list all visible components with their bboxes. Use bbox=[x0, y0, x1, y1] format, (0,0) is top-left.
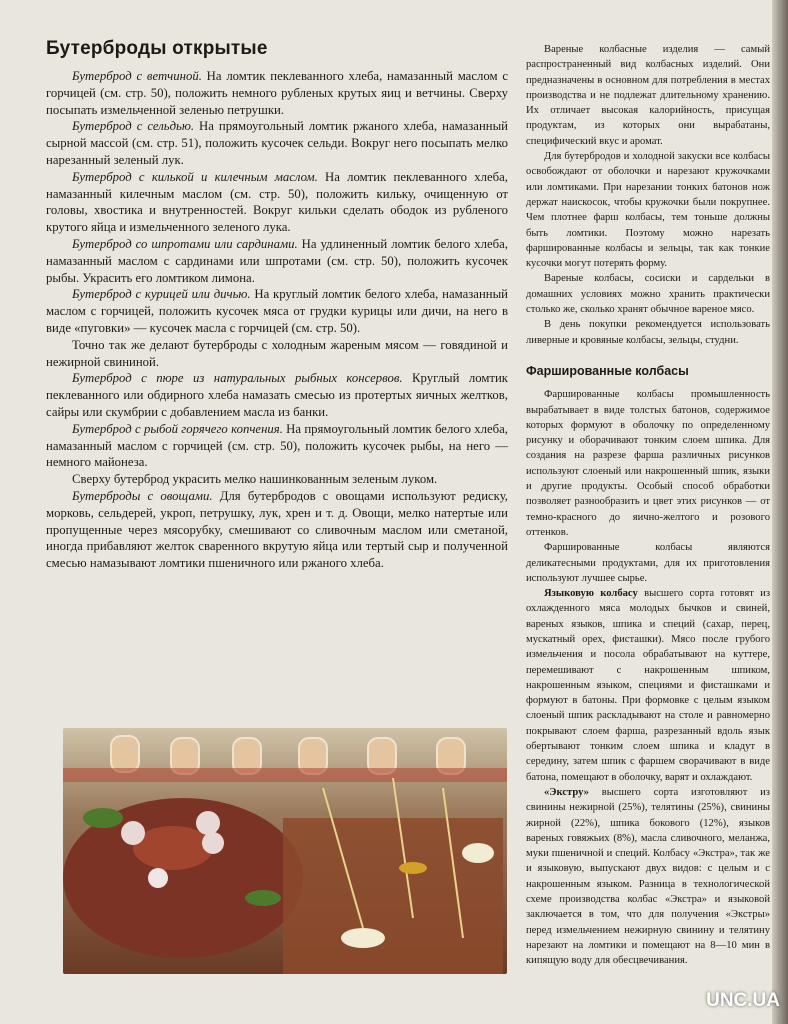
food-illustration bbox=[63, 728, 507, 974]
body-paragraph: Вареные колбасные изделия — самый распространенный вид колбасных изделий. Они предназначены в основном для потребления в местах производства и не подлежат длительному хранению. Их отличает высокая калорийность, присущая продуктам, из которых они вырабатаны, специфический вкус и аромат. bbox=[526, 44, 770, 147]
page-title: Бутерброды открытые bbox=[46, 38, 268, 59]
left-column bbox=[46, 38, 508, 572]
body-paragraph: Фаршированные колбасы являются деликатесными продуктами, для их приготовления используют лучшее сырье. bbox=[526, 542, 770, 584]
recipe-heading: Бутерброд с рыбой горячего копчения. bbox=[72, 421, 283, 436]
recipe-text: На ломтик пеклеванного хлеба, намазанный килечным маслом (см. стр. 50), положить кильку, очищенную от головы, хвостика и внутренностей. Вокруг кильки сделать ободок из рубленого крутого яйца и измельченного зеленого лука. bbox=[46, 169, 508, 235]
page-edge-shadow bbox=[772, 0, 788, 1024]
recipe-list bbox=[46, 68, 508, 572]
recipe-heading: Бутерброд с сельдью. bbox=[72, 119, 195, 134]
sandwich-photo bbox=[63, 728, 507, 974]
body-paragraph: Вареные колбасы, сосиски и сардельки в домашних условиях можно хранить практически столько же, сколько хранят обычное вареное мясо. bbox=[526, 273, 770, 316]
recipe-paragraph bbox=[46, 68, 508, 118]
body-paragraph: Для бутербродов и холодной закуски все колбасы освобождают от оболочки и нарезают кружочками или ломтиками. При нарезании тонких батонов нож держат наискосок, чтобы кружочки были покрупнее. Чем плотнее фарш колбасы, тем тоньше должны быть ломтики. Поэтому можно нарезать фаршированные колбасы и зельцы, так как тонкие кусочки могут потерять форму. bbox=[526, 151, 770, 270]
recipe-text: На круглый ломтик белого хлеба, намазанный маслом с горчицей, положить кусочек мяса от грудки курицы или дичи, на него в виде «пуговки» — кусочек масла с горчицей (см. стр. 50). bbox=[46, 287, 508, 335]
stuffed-sausages-section bbox=[526, 387, 770, 586]
recipe-text: Точно так же делают бутерброды с холодным жареным мясом — говядиной и нежирной свининой. bbox=[46, 337, 508, 369]
recipe-paragraph bbox=[46, 169, 508, 236]
recipe-paragraph bbox=[46, 370, 508, 420]
recipe-text: Сверху бутерброд украсить мелко нашинкованным зеленым луком. bbox=[72, 472, 438, 487]
recipe-paragraph bbox=[46, 118, 508, 168]
recipe-text: Для бутербродов с овощами используют редиску, морковь, сельдерей, укроп, петрушку, лук, хрен и т. д. Овощи, мелко натертые или пропущенные через мясорубку, смешивают со сливочным маслом или сметаной, иногда прибавляют желток сваренного вкрутую яйца или тертый сыр и полученной смесью намазывают ломтики пшеничного или ржаного хлеба. bbox=[46, 488, 508, 571]
recipe-heading: Бутерброды с овощами. bbox=[72, 488, 213, 503]
boiled-sausages-section bbox=[526, 42, 770, 348]
recipe-heading: Бутерброд с килькой и килечным маслом. bbox=[72, 169, 318, 184]
body-paragraph: В день покупки рекомендуется использовать ливерные и кровяные колбасы, зельцы, студни. bbox=[526, 319, 770, 346]
recipe-paragraph bbox=[46, 471, 508, 488]
recipe-text: На ломтик пеклеванного хлеба, намазанный маслом с горчицей (см. стр. 50), положить немного рубленых крутых яиц и ветчины. Сверху посыпать измельченной зеленью петрушки. bbox=[46, 69, 508, 117]
section-heading: Фаршированные колбасы bbox=[526, 363, 689, 378]
right-column bbox=[526, 42, 770, 969]
recipe-text: На прямоугольный ломтик белого хлеба, намазанный маслом с горчицей (см. стр. 50), положить кусочек рыбы, на него — немного майонеза. bbox=[46, 421, 508, 470]
recipe-text: На прямоугольный ломтик ржаного хлеба, намазанный сырной массой (см. стр. 51), положить кусочек сельди. Вокруг него посыпать мелко нарезанный зеленый лук. bbox=[46, 119, 508, 167]
body-paragraph: Фаршированные колбасы промышленность вырабатывает в виде толстых батонов, содержимое которых формуют в оболочку по определенному рисунку и оборачивают тонким слоем шпика. Для создания на разрезе фарша различных рисунков используют слоеный или накрошенный шпик, языки и другие продукты. Особый способ обработки позволяет разнообразить и цвет этих рисунков — от темно-красного до яично-желтого и розового оттенков. bbox=[526, 389, 770, 538]
recipe-paragraph bbox=[46, 286, 508, 336]
tongue-sausage-paragraph: Языковую колбасу высшего сорта готовят из охлажденного мяса молодых бычков и свиней, вареных языков, шпика и специй (сахар, перец, мускатный орех, фисташки). Мясо после грубого измельчения и посола обрабатывают на куттере, перемешивают с накрошенным шпиком, накрошенным языком, специями и фисташками и формуют в батоны. При формовке с целым языком слоеный шпик раскладывают на столе и равномерно покрывают слоем фарша, разрезанный вдоль язык обертывают тонким слоем шпика и кладут в середину, затем шпик с фаршем сворачивают в виде батона, помещают в оболочку, варят и охлаждают. bbox=[526, 588, 771, 783]
extra-sausage-paragraph: «Экстру» высшего сорта изготовляют из свинины нежирной (25%), телятины (25%), свинины жирной (22%), шпика бокового (12%), языков вареных говяжьих (8%), масла сливочного, меланжа, муки пшеничной и специй. Колбасу «Экстра», так же и языковую, выпускают двух видов: с целым и с накрошенным языком. Разница в технологической схеме производства колбас «Экстра» и языковой заключается в том, что для получения «Экстры» перед измельчением нежирную свинину и телятину нарезают на ломтики и помещают на 8—10 мин в кипящую воду для обесцвечивания. bbox=[526, 786, 770, 967]
recipe-text: На удлиненный ломтик белого хлеба, намазанный маслом с сардинами или шпротами (см. стр. 50), положить кусочек рыбы. Украсить его ломтиком лимона. bbox=[46, 236, 509, 285]
recipe-heading: Бутерброд с ветчиной. bbox=[72, 69, 202, 83]
recipe-paragraph bbox=[46, 488, 508, 572]
recipe-heading: Бутерброд с пюре из натуральных рыбных консервов. bbox=[72, 371, 403, 386]
recipe-paragraph bbox=[46, 421, 508, 471]
recipe-paragraph bbox=[46, 236, 508, 286]
watermark-logo: UNC.UA bbox=[706, 990, 780, 1011]
recipe-text: Круглый ломтик пеклеванного или обдирного хлеба намазать смесью из протертых яичных желтков, сайры или скумбрии с добавлением масла из банки. bbox=[46, 371, 509, 419]
recipe-heading: Бутерброд с курицей или дичью. bbox=[72, 287, 251, 302]
recipe-paragraph bbox=[46, 337, 508, 371]
recipe-heading: Бутерброд со шпротами или сардинами. bbox=[72, 236, 298, 251]
